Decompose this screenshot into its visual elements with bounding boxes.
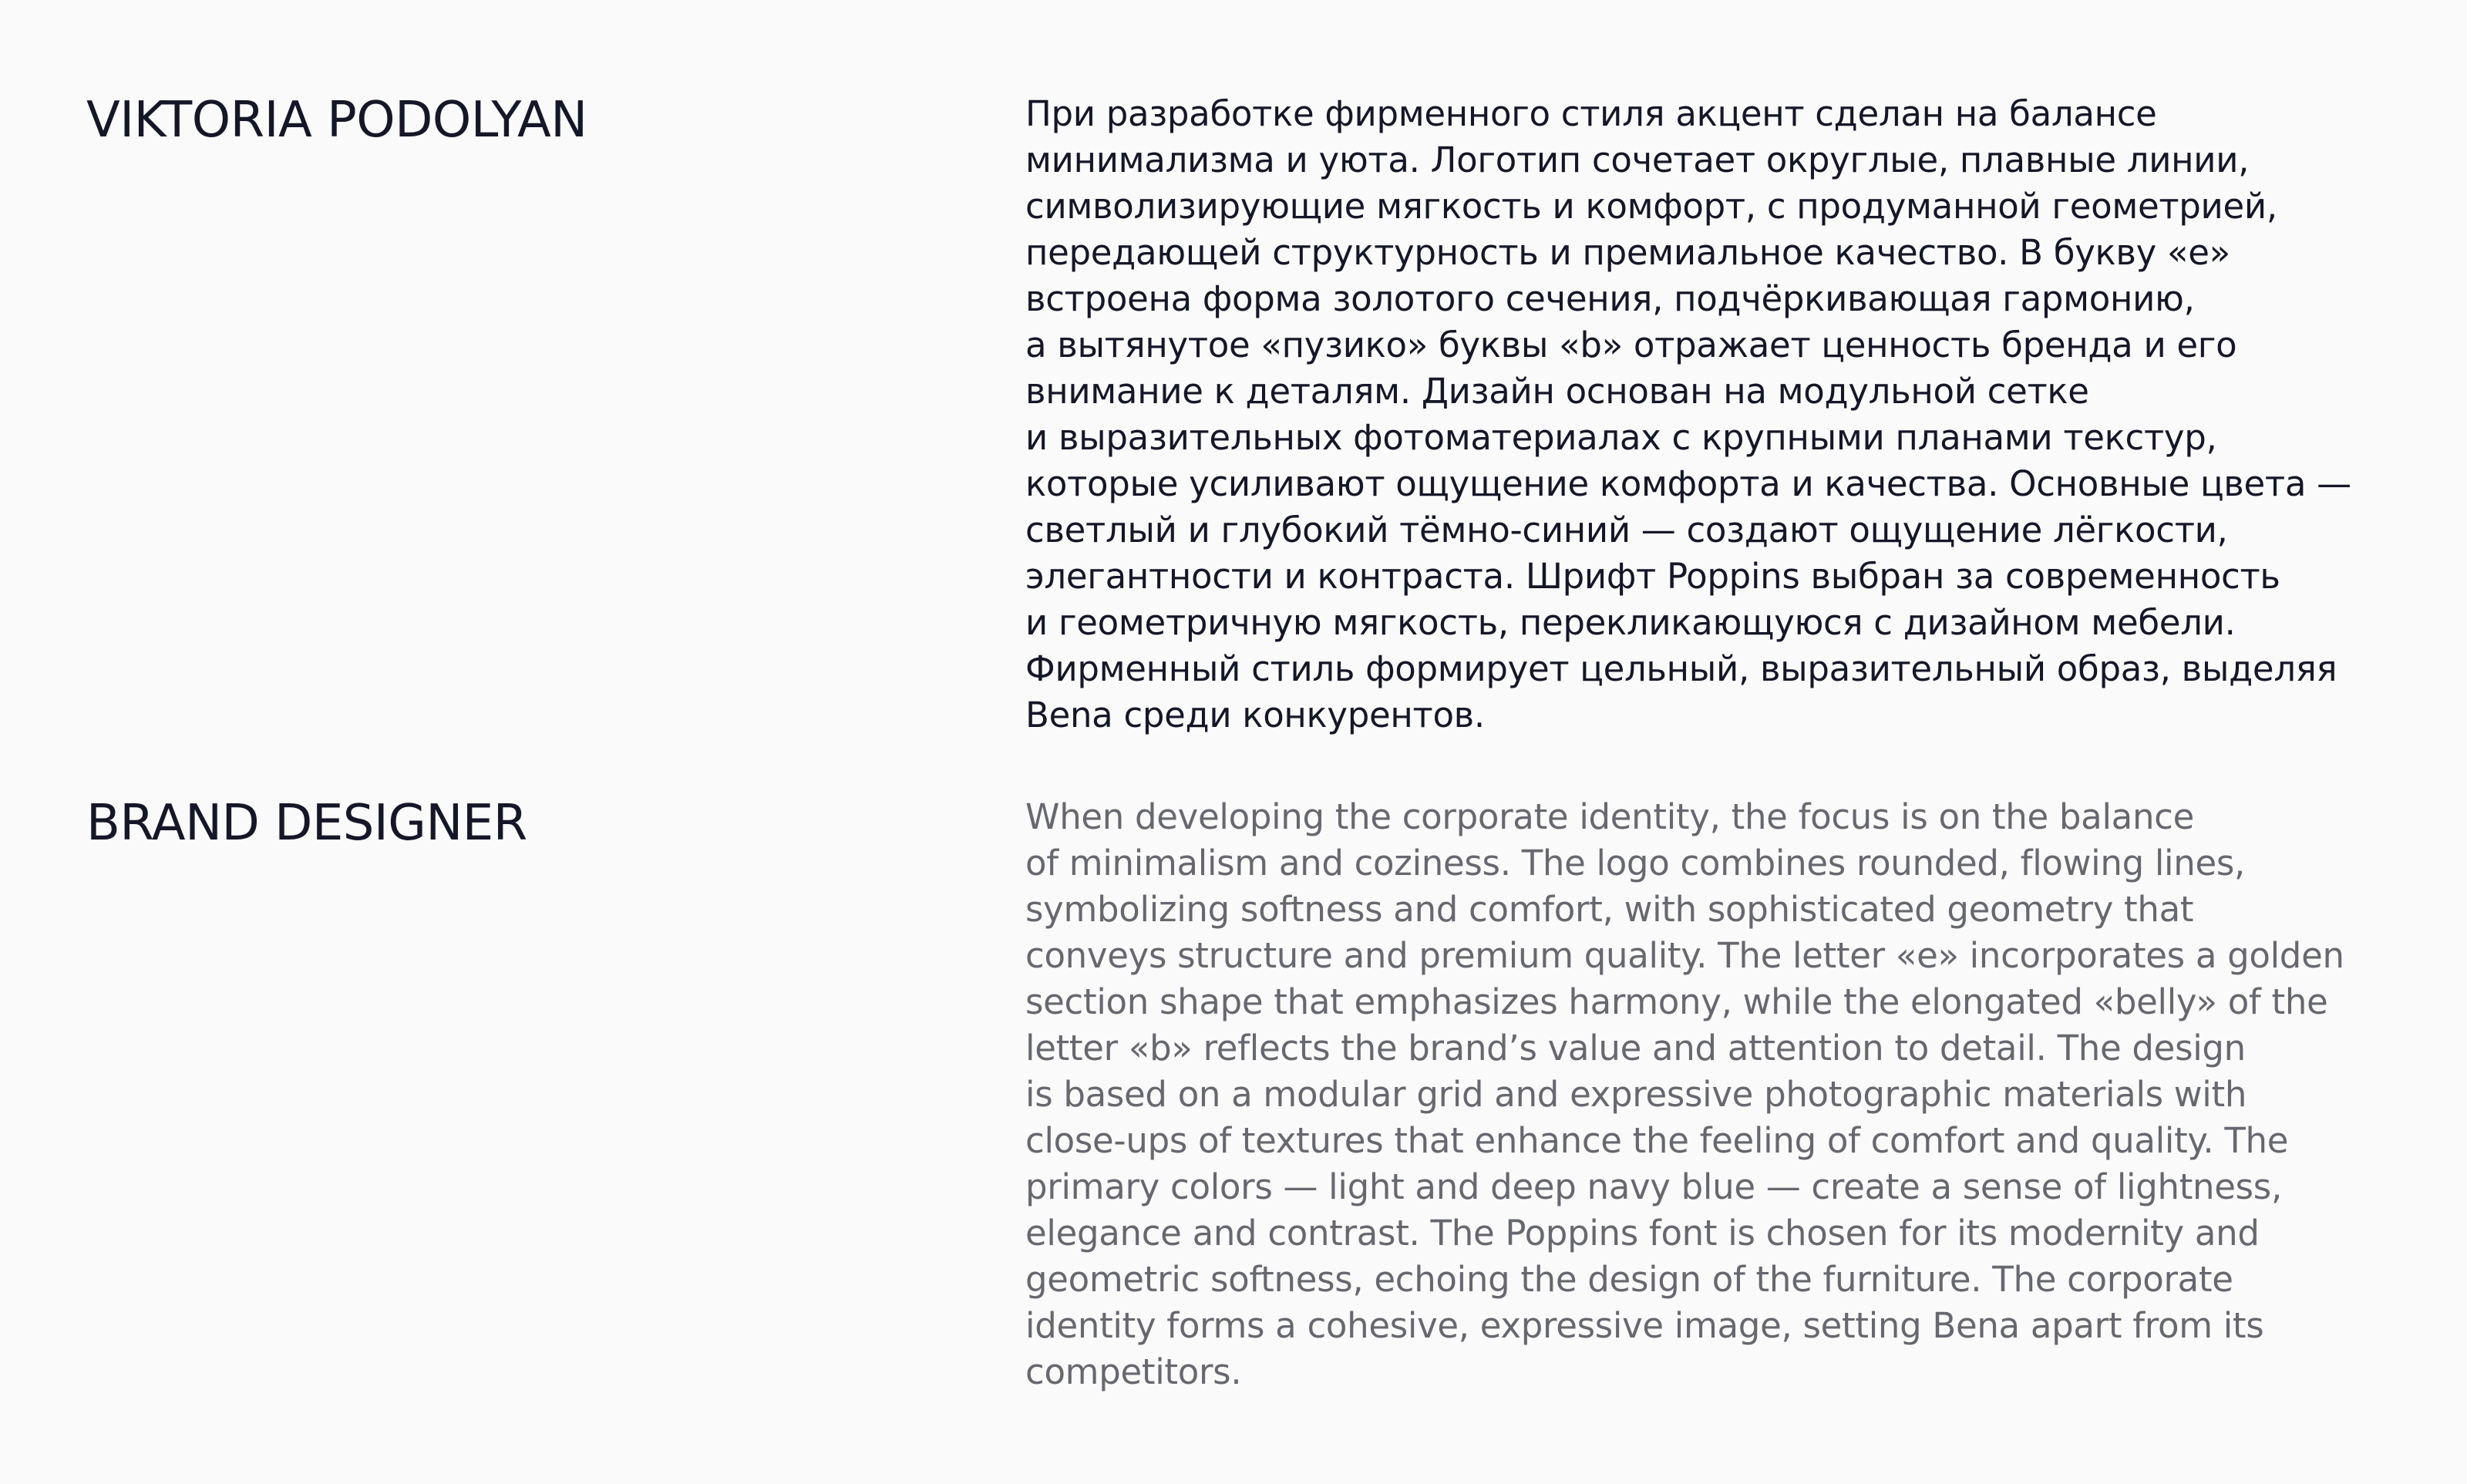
description-en-line: letter «b» reflects the brand’s value and attention to detail. The design [1025, 1028, 2246, 1068]
description-ru-line: Фирменный стиль формирует цельный, выразительный образ, выделяя [1025, 648, 2337, 689]
description-ru-line: а вытянутое «пузико» буквы «b» отражает ценность бренда и его [1025, 325, 2237, 365]
description-en-line: conveys structure and premium quality. The letter «e» incorporates a golden [1025, 935, 2344, 976]
designer-name: VIKTORIA PODOLYAN [86, 92, 587, 149]
description-en-line: When developing the corporate identity, the focus is on the balance [1025, 796, 2194, 837]
description-ru-line: элегантности и контраста. Шрифт Poppins выбран за современность [1025, 556, 2280, 597]
description-ru-line: минимализма и уюта. Логотип сочетает округлые, плавные линии, [1025, 140, 2250, 180]
description-en [1025, 794, 2452, 1395]
description-en-line: competitors. [1025, 1351, 1242, 1392]
description-ru-line: и выразительных фотоматериалах с крупными планами текстур, [1025, 417, 2217, 458]
description-ru-line: встроена форма золотого сечения, подчёркивающая гармонию, [1025, 278, 2195, 319]
description-ru-line: и геометричную мягкость, перекликающуюся с дизайном мебели. [1025, 602, 2236, 643]
description-ru-line: передающей структурность и премиальное качество. В букву «e» [1025, 232, 2230, 273]
description-ru-line: При разработке фирменного стиля акцент сделан на балансе [1025, 93, 2157, 134]
description-ru-line: светлый и глубокий тёмно-синий — создают ощущение лёгкости, [1025, 510, 2228, 550]
description-en-line: symbolizing softness and comfort, with sophisticated geometry that [1025, 889, 2194, 930]
description-ru-line: которые усиливают ощущение комфорта и качества. Основные цвета — [1025, 463, 2351, 504]
description-en-line: primary colors — light and deep navy blue — create a sense of lightness, [1025, 1166, 2282, 1207]
designer-role: BRAND DESIGNER [86, 795, 527, 852]
description-en-line: is based on a modular grid and expressive photographic materials with [1025, 1074, 2247, 1115]
description-en-line: elegance and contrast. The Poppins font is chosen for its modernity and [1025, 1213, 2260, 1253]
description-en-line: identity forms a cohesive, expressive image, setting Bena apart from its [1025, 1305, 2264, 1346]
description-ru-line: внимание к деталям. Дизайн основан на модульной сетке [1025, 371, 2089, 412]
description-ru-line: символизирующие мягкость и комфорт, с продуманной геометрией, [1025, 186, 2277, 227]
description-ru [1025, 91, 2452, 739]
description-en-line: section shape that emphasizes harmony, while the elongated «belly» of the [1025, 981, 2328, 1022]
description-en-line: of minimalism and coziness. The logo combines rounded, flowing lines, [1025, 843, 2246, 883]
description-ru-line: Bena среди конкурентов. [1025, 695, 1485, 735]
description-en-line: geometric softness, echoing the design of the furniture. The corporate [1025, 1259, 2233, 1300]
description-en-line: close-ups of textures that enhance the feeling of comfort and quality. The [1025, 1120, 2289, 1161]
